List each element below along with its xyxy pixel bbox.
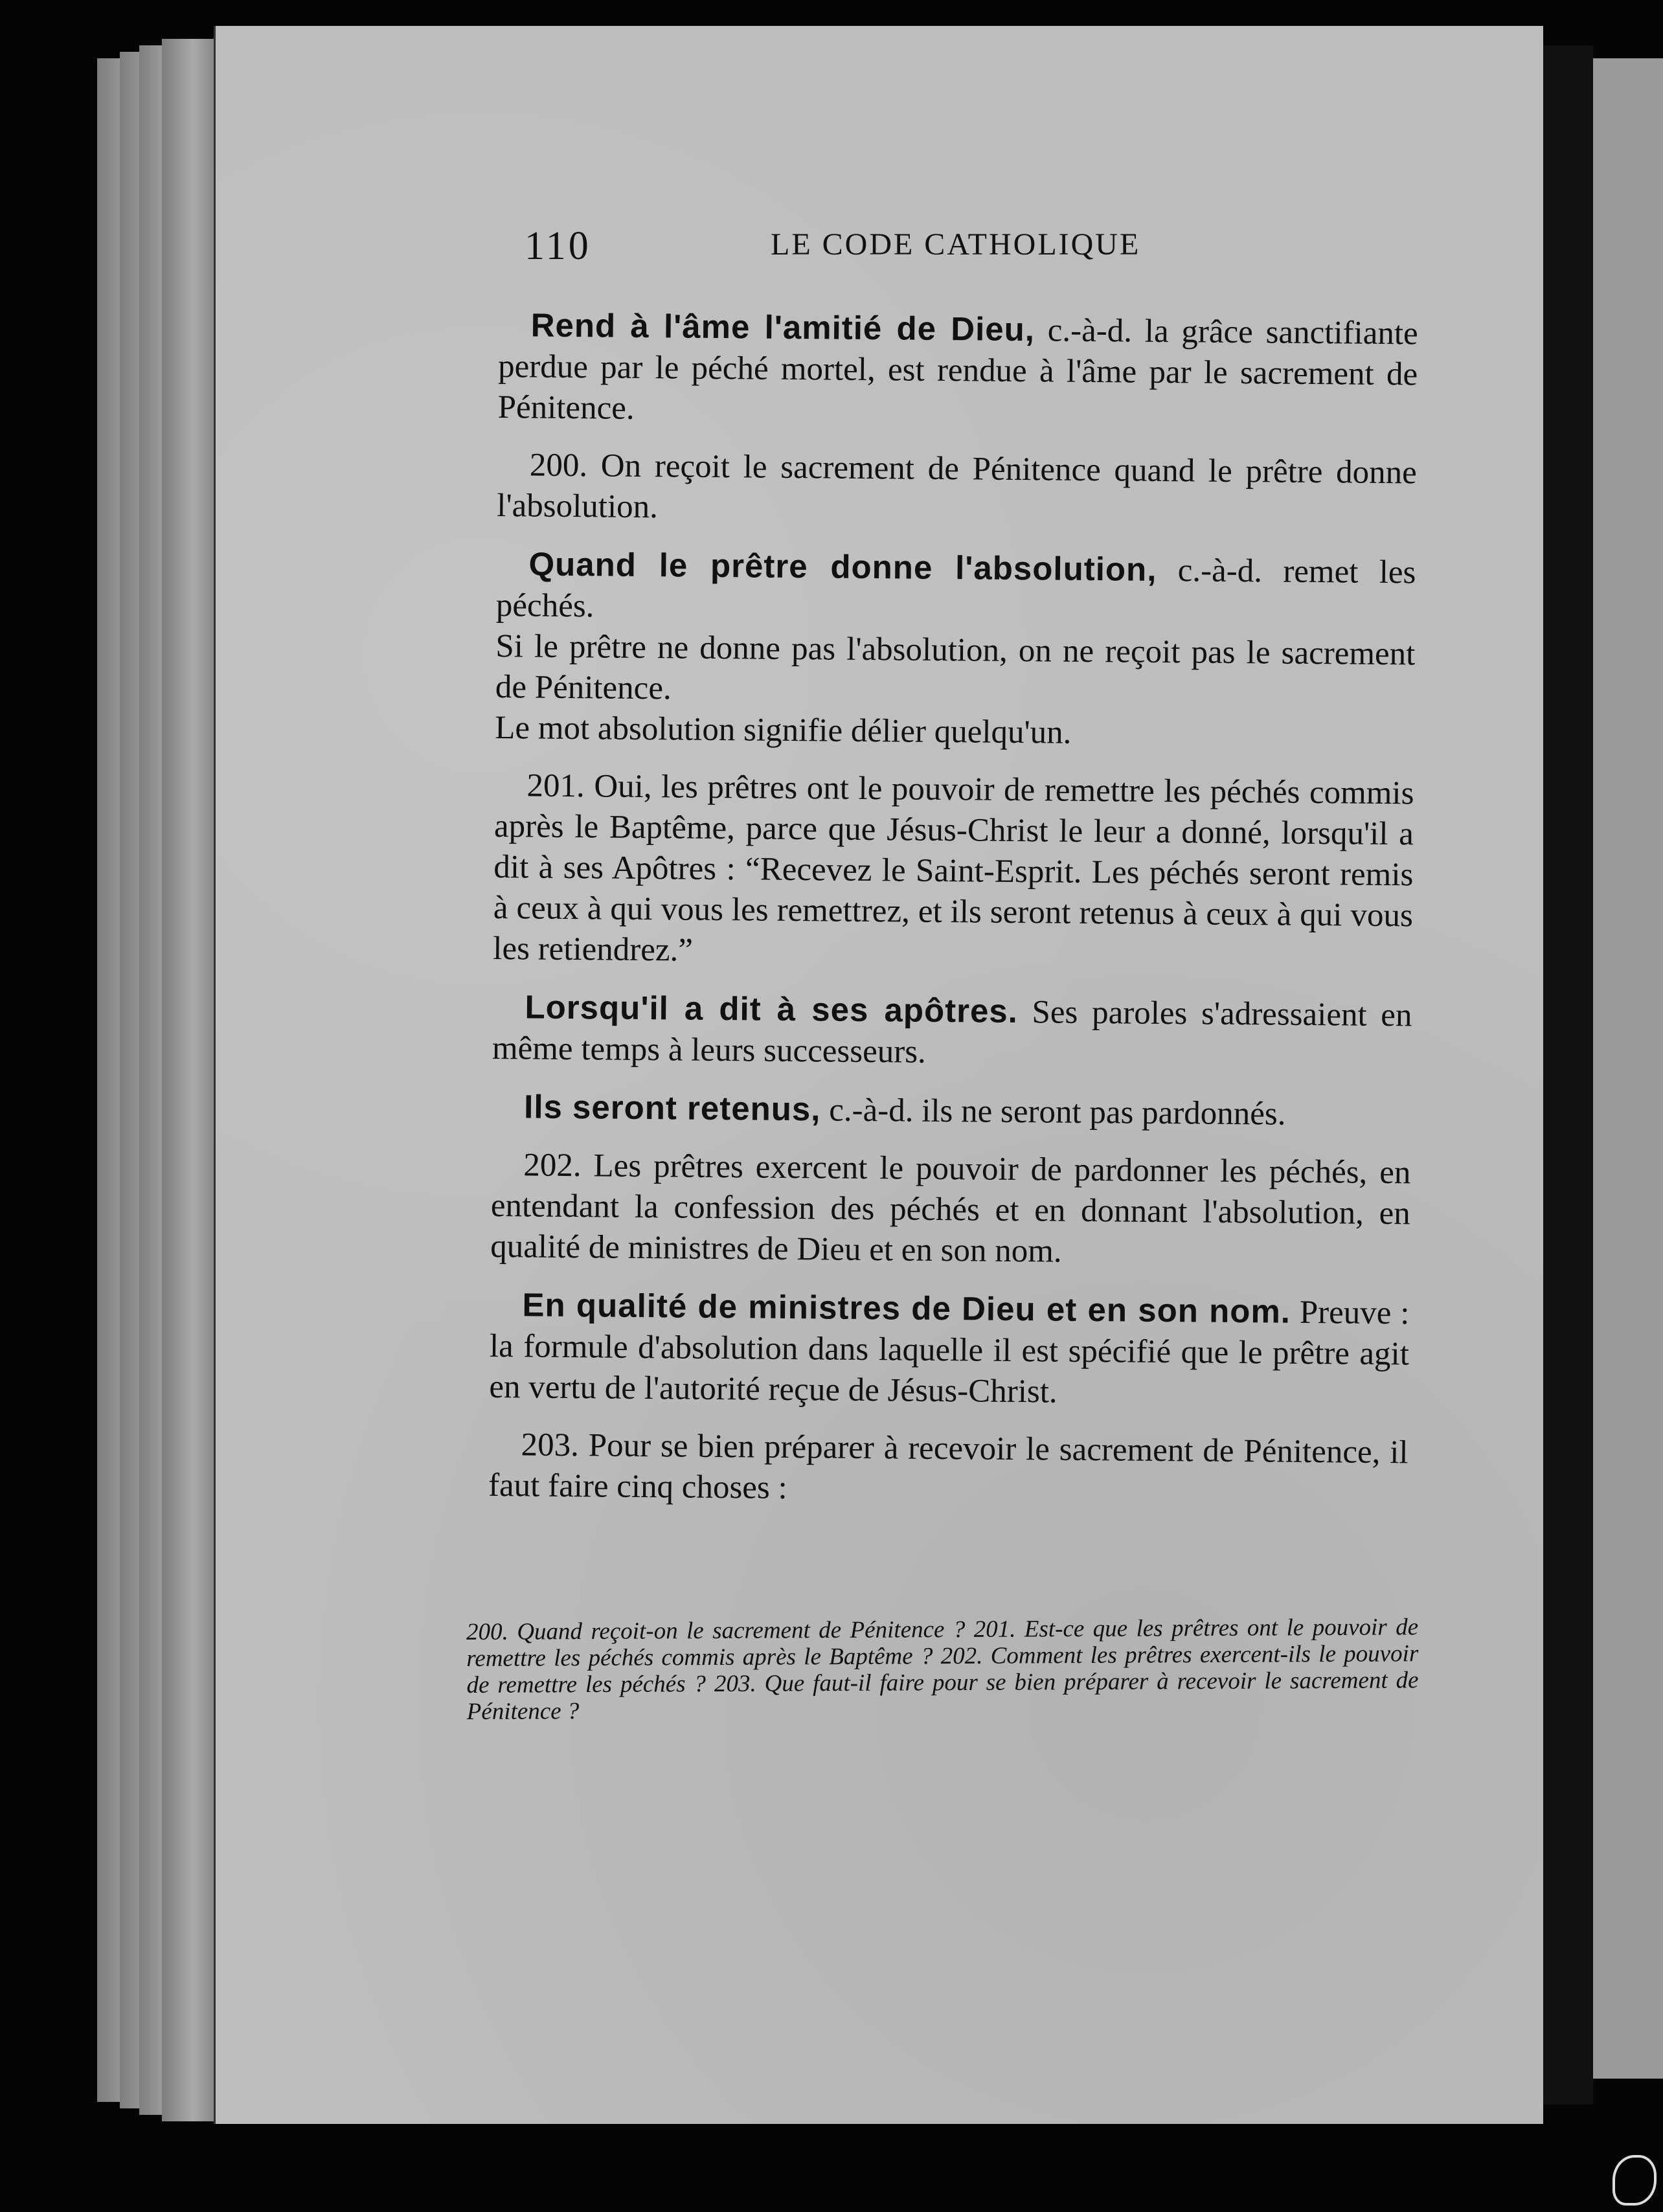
paragraph-text: c.-à-d. remet les péchés. <box>495 552 1416 625</box>
gutter-shadow <box>1541 45 1593 2105</box>
paragraph-text: c.-à-d. la grâce sanctifiante perdue par le péché mortel, est rendue à l'âme par le sacrement de Pénitence. <box>497 312 1418 427</box>
paragraph <box>496 543 1416 634</box>
paragraph <box>492 986 1412 1077</box>
paragraph-text: Si le prêtre ne donne pas l'absolution, on ne reçoit pas le sacrement de Pénitence. <box>495 627 1416 707</box>
facing-page-edge <box>1593 58 1663 2079</box>
footnote-questions: 200. Quand reçoit-on le sacrement de Pénitence ? 201. Est-ce que les prêtres ont le pouvoir de remettre les péchés commis après le Baptême ? 202. Comment les prêtres exercent-ils le pouvoir de remettre les péchés ? 203. Que faut-il faire pour se bien préparer à recevoir le sacrement de Pénitence ? <box>466 1614 1419 1725</box>
paragraph-text: 200. On reçoit le sacrement de Pénitence quand le prêtre donne l'absolution. <box>497 447 1418 526</box>
paragraph-text: Ses paroles s'adressaient en même temps à leurs successeurs. <box>492 994 1412 1070</box>
bold-term: Quand le prêtre donne l'absolution, <box>528 545 1157 588</box>
paragraph <box>490 1145 1411 1275</box>
paragraph-text: 203. Pour se bien préparer à recevoir le sacrement de Pénitence, il faut faire cinq choses : <box>488 1427 1408 1506</box>
paragraph-text: c.-à-d. ils ne seront pas pardonnés. <box>820 1092 1286 1133</box>
page-header <box>311 223 1476 282</box>
running-title: LE CODE CATHOLIQUE <box>771 227 1141 262</box>
page-edge <box>162 39 215 2121</box>
paragraph <box>495 708 1414 756</box>
paragraph <box>497 304 1418 436</box>
bold-term: Rend à l'âme l'amitié de Dieu, <box>530 306 1035 348</box>
paragraph <box>497 445 1417 534</box>
bold-term: Ils seront retenus, <box>523 1088 821 1128</box>
page-number: 110 <box>525 224 591 268</box>
bold-term: En qualité de ministres de Dieu et en son nom. <box>522 1286 1291 1330</box>
corner-mark <box>1612 2155 1657 2206</box>
paragraph <box>488 1425 1408 1514</box>
paragraph <box>492 1086 1412 1136</box>
paragraph-text: 202. Les prêtres exercent le pouvoir de pardonner les péchés, en entendant la confession des péchés et en donnant l'absolution, en qualité de ministres de Dieu et en son nom. <box>490 1147 1411 1270</box>
paragraph <box>489 1284 1410 1416</box>
bold-term: Lorsqu'il a dit à ses apôtres. <box>525 988 1019 1030</box>
paragraph-text: 201. Oui, les prêtres ont le pouvoir de remettre les péchés commis après le Baptême, parce que Jésus-Christ le leur a donné, lorsqu'il a dit à ses Apôtres : “Recevez le Saint-Esprit. Les péchés seront remis à ceux à qui vous les remettrez, et ils seront retenus à ceux à qui vous les retiendrez.” <box>493 767 1414 969</box>
page-body <box>488 304 1418 1531</box>
paragraph <box>493 765 1414 977</box>
paragraph-text: Le mot absolution signifie délier quelqu'un. <box>495 709 1072 751</box>
paragraph-text: Preuve : la formule d'absolution dans laquelle il est spécifié que le prêtre agit en vertu de l'autorité reçue de Jésus-Christ. <box>489 1294 1410 1410</box>
paragraph <box>495 626 1416 716</box>
